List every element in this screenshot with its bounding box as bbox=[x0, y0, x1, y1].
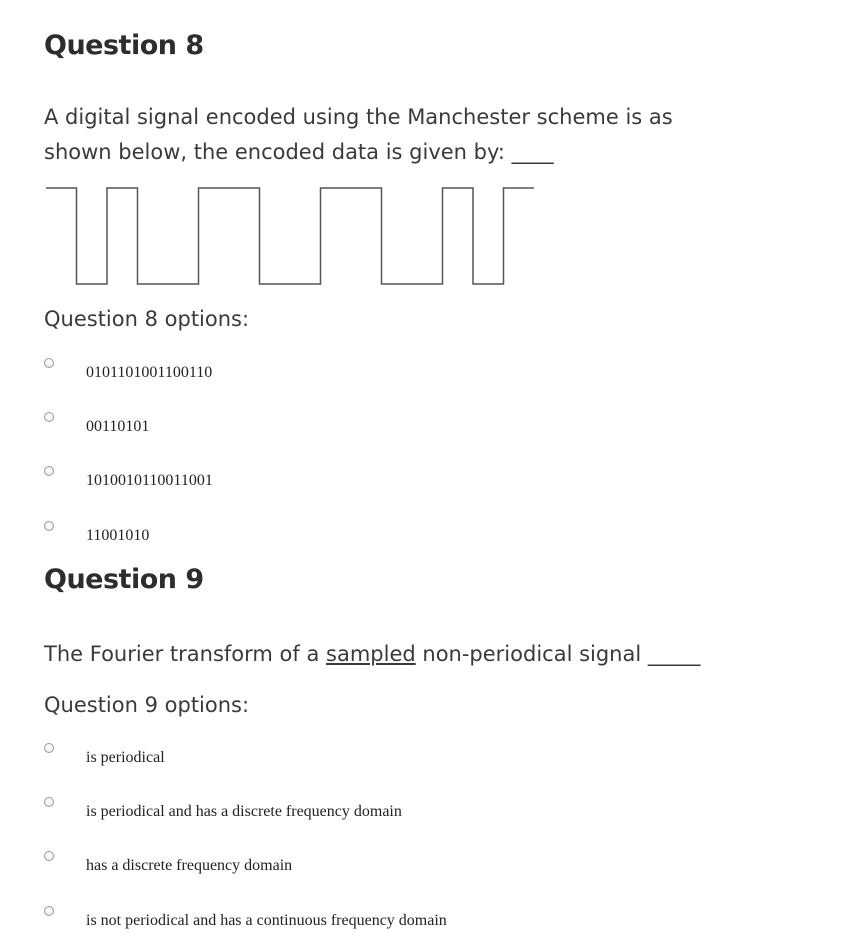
question-9-option-2[interactable] bbox=[40, 797, 740, 837]
question-8-title: Question 8 bbox=[44, 30, 204, 61]
radio-button[interactable] bbox=[44, 358, 54, 368]
question-8-option-2[interactable] bbox=[40, 412, 740, 452]
radio-button[interactable] bbox=[44, 743, 54, 753]
option-label: 11001010 bbox=[86, 527, 150, 544]
option-label: 00110101 bbox=[86, 418, 150, 435]
radio-button[interactable] bbox=[44, 521, 54, 531]
radio-button[interactable] bbox=[44, 412, 54, 422]
option-label: is periodical bbox=[86, 749, 165, 766]
manchester-signal-waveform bbox=[46, 188, 534, 284]
option-label: has a discrete frequency domain bbox=[86, 857, 293, 874]
option-label: is not periodical and has a continuous frequency domain bbox=[86, 912, 447, 929]
radio-button[interactable] bbox=[44, 466, 54, 476]
question-9-text-before: The Fourier transform of a bbox=[44, 642, 327, 666]
question-8-text bbox=[44, 100, 764, 170]
manchester-signal-diagram bbox=[44, 178, 564, 288]
question-9-text bbox=[44, 637, 764, 672]
question-9-options-heading: Question 9 options: bbox=[44, 693, 250, 717]
radio-button[interactable] bbox=[44, 851, 54, 861]
radio-button[interactable] bbox=[44, 906, 54, 916]
question-8-text-line2: shown below, the encoded data is given by: ____ bbox=[44, 140, 554, 164]
option-label: is periodical and has a discrete frequency domain bbox=[86, 803, 402, 820]
question-9-option-1[interactable] bbox=[40, 743, 740, 783]
question-9-option-3[interactable] bbox=[40, 851, 740, 891]
question-8-options-heading: Question 8 options: bbox=[44, 307, 250, 331]
question-9-title: Question 9 bbox=[44, 564, 204, 595]
radio-button[interactable] bbox=[44, 797, 54, 807]
option-label: 0101101001100110 bbox=[86, 364, 213, 381]
question-8-text-line1: A digital signal encoded using the Manchester scheme is as bbox=[44, 105, 673, 129]
question-8-option-4[interactable] bbox=[40, 521, 740, 561]
option-label: 1010010110011001 bbox=[86, 472, 213, 489]
question-9-option-4[interactable] bbox=[40, 906, 740, 946]
question-9-text-underlined: sampled bbox=[326, 642, 416, 666]
question-8-option-3[interactable] bbox=[40, 466, 740, 506]
question-8-option-1[interactable] bbox=[40, 358, 740, 398]
question-9-text-after: non-periodical signal _____ bbox=[415, 642, 701, 666]
